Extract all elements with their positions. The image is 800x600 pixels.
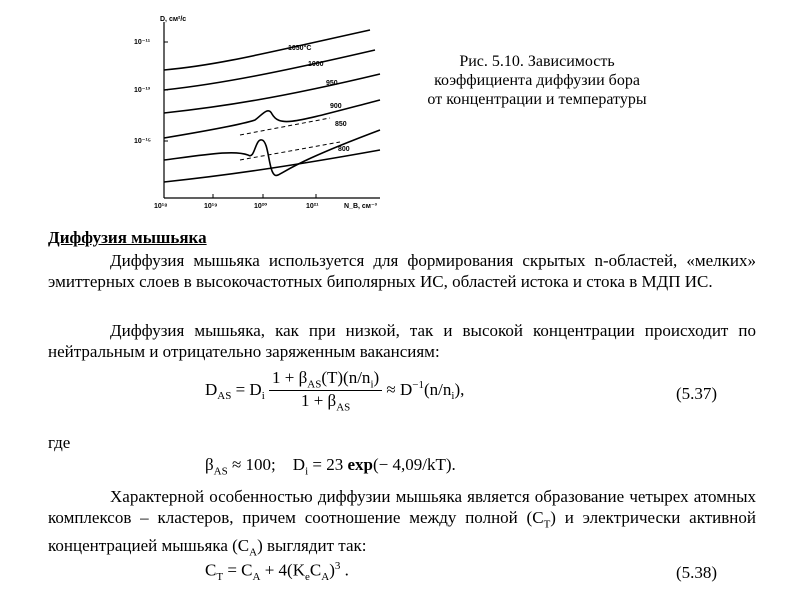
caption-line: коэффициента диффузии бора — [434, 72, 640, 89]
curve-label: 800 — [338, 146, 350, 153]
x-tick-label: 10¹⁹ — [204, 203, 218, 210]
curve-800 — [164, 150, 380, 182]
curve-label: 1050°С — [288, 45, 312, 52]
curve-950 — [164, 74, 380, 113]
x-tick-label: 10¹⁸ — [154, 203, 168, 210]
figure-caption — [412, 52, 662, 109]
curve-1000 — [164, 50, 375, 90]
x-axis-label: N_B, см⁻³ — [344, 203, 377, 210]
where-text: где — [48, 433, 71, 452]
equation-5-38: $C_T = C_A + 4(K_eC_A)^3$ . — [205, 560, 349, 584]
curve-label: 900 — [330, 103, 342, 110]
y-tick-label: 10⁻¹⁵ — [134, 138, 152, 145]
equation-5-37: $D_{AS} = D_i$ $\frac{1 + \beta_{AS}(T)(n/n_i)}{1 + \beta_{AS}}$ ≈ $D^{-1}(n/n_i)$, — [205, 368, 465, 414]
caption-line: от концентрации и температуры — [427, 91, 647, 108]
section-heading: Диффузия мышьяка — [48, 228, 207, 247]
paragraph: Характерной особенностью диффузии мышьяка является образование четырех атомных комплексов – кластеров, причем соотношение между полной $(C_T)$ и электрически активной концентрацией мышьяка $(C_A)$ выглядит так: — [48, 487, 756, 559]
caption-title: Рис. 5.10. Зависимость — [459, 53, 615, 70]
curve-label: 850 — [335, 121, 347, 128]
paragraph: Диффузия мышьяка, как при низкой, так и высокой концентрации происходит по нейтральным и отрицательно заряженным вакансиям: — [48, 321, 756, 361]
x-tick-label: 10²¹ — [306, 203, 319, 210]
y-tick-label: 10⁻¹¹ — [134, 39, 151, 46]
equation-number: (5.38) — [676, 563, 718, 582]
curve-900 — [164, 100, 380, 138]
y-tick-label: 10⁻¹³ — [134, 87, 151, 94]
curve-1050 — [164, 30, 370, 70]
curve-850-dashed — [240, 142, 340, 160]
curve-label: 1000 — [308, 61, 324, 68]
curve-label: 950 — [326, 80, 338, 87]
diffusion-chart — [130, 10, 410, 215]
equation-beta: $\beta_{AS} \approx 100$; $D_i = 23$ exp(− 4,09/kT). — [205, 455, 456, 478]
x-tick-label: 10²⁰ — [254, 203, 268, 210]
paragraph: Диффузия мышьяка используется для формирования скрытых n-областей, «мелких» эмиттерных слоев в высокочастотных биполярных ИС, областей истока и стока в МДП ИС. — [48, 251, 756, 291]
equation-number: (5.37) — [676, 384, 718, 403]
y-axis-label: D, см²/с — [160, 16, 187, 23]
chart-svg — [130, 10, 410, 215]
